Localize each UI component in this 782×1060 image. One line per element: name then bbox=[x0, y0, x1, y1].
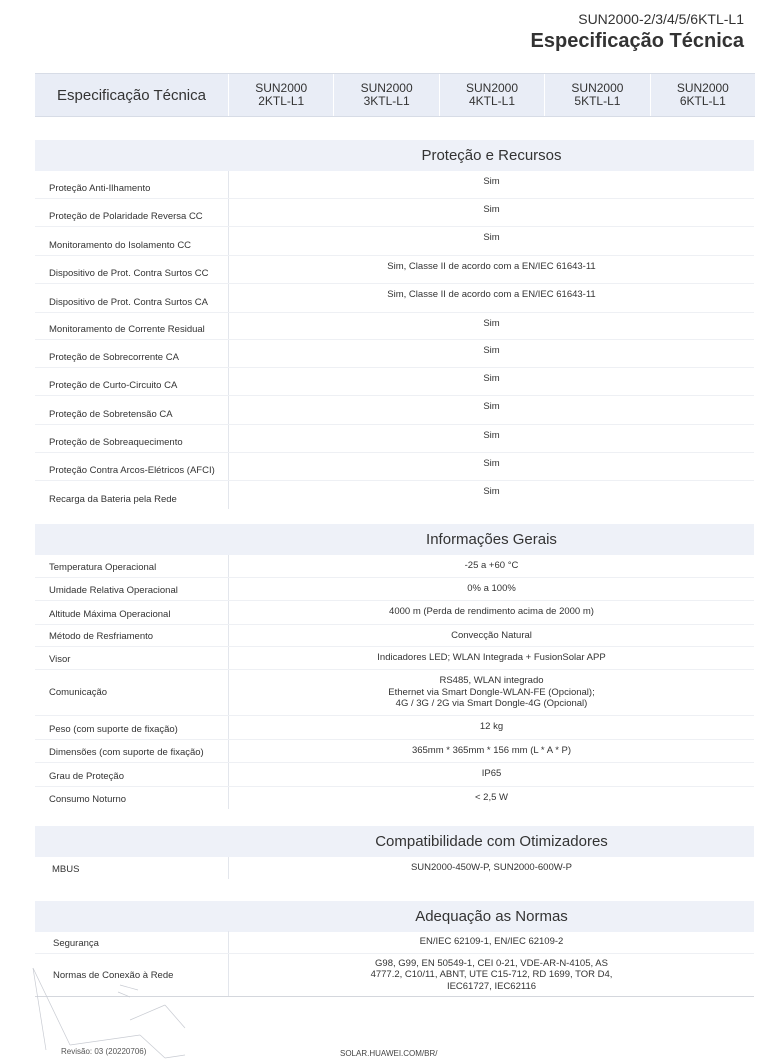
row-value: Sim bbox=[483, 458, 500, 469]
section-title: Informações Gerais bbox=[426, 531, 557, 548]
row-value: Convecção Natural bbox=[451, 630, 532, 641]
row-label: Consumo Noturno bbox=[35, 787, 229, 809]
row-value: Sim bbox=[483, 401, 500, 412]
row-value: Sim bbox=[483, 232, 500, 243]
row-value: Indicadores LED; WLAN Integrada + FusionSolar APP bbox=[377, 652, 606, 663]
model-variant: 3KTL-L1 bbox=[363, 94, 410, 108]
row-value: Sim bbox=[483, 373, 500, 384]
row-label: Proteção de Sobreaquecimento bbox=[35, 425, 229, 452]
row-label: Monitoramento de Corrente Residual bbox=[35, 313, 229, 339]
model-name: SUN2000 bbox=[571, 81, 624, 95]
value-line: 4G / 3G / 2G via Smart Dongle-4G (Opcional) bbox=[395, 698, 588, 710]
section-title: Adequação as Normas bbox=[415, 908, 568, 925]
row-label: Peso (com suporte de fixação) bbox=[35, 716, 229, 739]
row-label: Proteção de Curto-Circuito CA bbox=[35, 368, 229, 395]
value-line: IEC61727, IEC62116 bbox=[446, 980, 537, 992]
row-label: Umidade Relativa Operacional bbox=[35, 578, 229, 600]
model-name: SUN2000 bbox=[466, 81, 519, 95]
row-label: Comunicação bbox=[35, 670, 229, 715]
row-label: Segurança bbox=[35, 931, 229, 953]
row-value: Sim bbox=[483, 204, 500, 215]
row-value: Sim bbox=[483, 345, 500, 356]
row-value: 12 kg bbox=[479, 721, 504, 732]
value-line: Ethernet via Smart Dongle-WLAN-FE (Opcional); bbox=[388, 686, 595, 698]
row-label: Temperatura Operacional bbox=[35, 555, 229, 577]
row-label: Proteção de Polaridade Reversa CC bbox=[35, 199, 229, 226]
revision-note: Revisão: 03 (20220706) bbox=[61, 1047, 147, 1056]
row-value: Sim, Classe II de acordo com a EN/IEC 61643-11 bbox=[387, 261, 596, 272]
row-label: Proteção de Sobretensão CA bbox=[35, 396, 229, 424]
value-line: G98, G99, EN 50549-1, CEI 0-21, VDE-AR-N-4105, AS bbox=[375, 957, 608, 969]
value-line: 4777.2, C10/11, ABNT, UTE C15-712, RD 1699, TOR D4, bbox=[370, 969, 613, 981]
footer-url[interactable]: SOLAR.HUAWEI.COM/BR/ bbox=[340, 1049, 438, 1058]
model-name: SUN2000 bbox=[676, 81, 729, 95]
row-value: Sim bbox=[483, 318, 500, 329]
row-value: < 2,5 W bbox=[475, 792, 508, 803]
row-label: Monitoramento do Isolamento CC bbox=[35, 227, 229, 255]
row-label: Proteção Contra Arcos-Elétricos (AFCI) bbox=[35, 453, 229, 480]
row-label: Dispositivo de Prot. Contra Surtos CA bbox=[35, 284, 229, 312]
row-value: 0% a 100% bbox=[467, 583, 516, 594]
row-value: EN/IEC 62109-1, EN/IEC 62109-2 bbox=[419, 936, 564, 947]
row-label: Normas de Conexão à Rede bbox=[35, 954, 229, 996]
row-value: Sim, Classe II de acordo com a EN/IEC 61643-11 bbox=[387, 289, 596, 300]
row-label: Proteção de Sobrecorrente CA bbox=[35, 340, 229, 367]
value-line: RS485, WLAN integrado bbox=[439, 675, 544, 687]
model-name: SUN2000 bbox=[360, 81, 413, 95]
section-title: Proteção e Recursos bbox=[421, 147, 562, 164]
row-label: MBUS bbox=[35, 857, 229, 879]
model-variant: 2KTL-L1 bbox=[258, 94, 305, 108]
row-label: Altitude Máxima Operacional bbox=[35, 601, 229, 624]
row-value: SUN2000-450W-P, SUN2000-600W-P bbox=[410, 862, 573, 873]
row-value: Sim bbox=[483, 486, 500, 497]
models-header-label: Especificação Técnica bbox=[35, 74, 229, 116]
section-title: Compatibilidade com Otimizadores bbox=[375, 833, 608, 850]
page-title: Especificação Técnica bbox=[530, 30, 744, 52]
row-label: Proteção Anti-Ilhamento bbox=[35, 171, 229, 198]
row-label: Dimensões (com suporte de fixação) bbox=[35, 740, 229, 762]
row-label: Recarga da Bateria pela Rede bbox=[35, 481, 229, 509]
row-value: 365mm * 365mm * 156 mm (L * A * P) bbox=[411, 745, 572, 756]
row-value: -25 a +60 °C bbox=[464, 560, 519, 571]
row-value: IP65 bbox=[481, 768, 502, 779]
model-variant: 4KTL-L1 bbox=[469, 94, 516, 108]
model-range: SUN2000-2/3/4/5/6KTL-L1 bbox=[578, 11, 744, 27]
row-value: Sim bbox=[483, 176, 500, 187]
row-label: Método de Resfriamento bbox=[35, 625, 229, 646]
row-value: Sim bbox=[483, 430, 500, 441]
row-label: Dispositivo de Prot. Contra Surtos CC bbox=[35, 256, 229, 283]
model-variant: 6KTL-L1 bbox=[679, 94, 726, 108]
model-name: SUN2000 bbox=[255, 81, 308, 95]
model-variant: 5KTL-L1 bbox=[574, 94, 621, 108]
row-label: Visor bbox=[35, 647, 229, 669]
row-value: 4000 m (Perda de rendimento acima de 2000 m) bbox=[389, 606, 594, 617]
row-label: Grau de Proteção bbox=[35, 763, 229, 786]
